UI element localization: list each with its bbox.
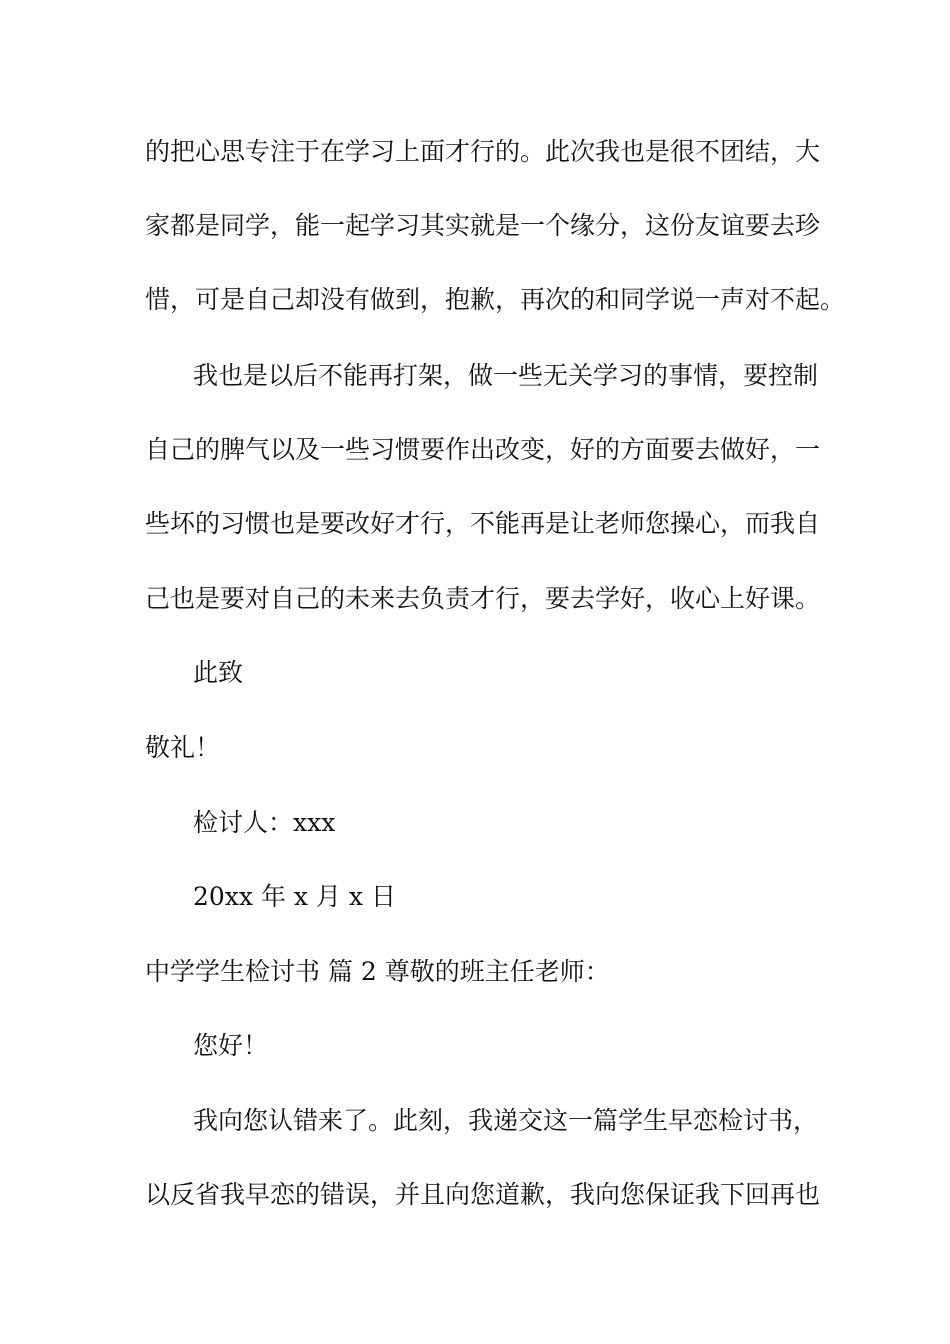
paragraph-line-2: 自己的脾气以及一些习惯要作出改变，好的方面要去做好，一 [145, 435, 821, 464]
body-line-3: 惜，可是自己却没有做到，抱歉，再次的和同学说一声对不起。 [145, 285, 846, 314]
signature-line: 检讨人：xxx [193, 808, 336, 837]
letter-line-1: 我向您认错来了。此刻，我递交这一篇学生早恋检讨书， [193, 1106, 819, 1135]
paragraph-line-3: 些坏的习惯也是要改好才行，不能再是让老师您操心，而我自 [145, 509, 821, 538]
letter-line-2: 以反省我早恋的错误，并且向您道歉，我向您保证我下回再也 [145, 1180, 821, 1209]
paragraph-line-4: 己也是要对自己的未来去负责才行，要去学好，收心上好课。 [145, 584, 821, 613]
body-line-1: 的把心思专注于在学习上面才行的。此次我也是很不团结，大 [145, 137, 821, 166]
greeting: 您好！ [193, 1031, 269, 1060]
closing-salutation: 此致 [193, 658, 244, 687]
body-line-2: 家都是同学，能一起学习其实就是一个缘分，这份友谊要去珍 [145, 211, 821, 240]
date-line: 20xx 年 x 月 x 日 [193, 882, 396, 911]
section-heading: 中学学生检讨书 篇 2 尊敬的班主任老师： [145, 957, 610, 986]
closing-regards: 敬礼！ [145, 733, 221, 762]
paragraph-line-1: 我也是以后不能再打架，做一些无关学习的事情，要控制 [193, 361, 819, 390]
